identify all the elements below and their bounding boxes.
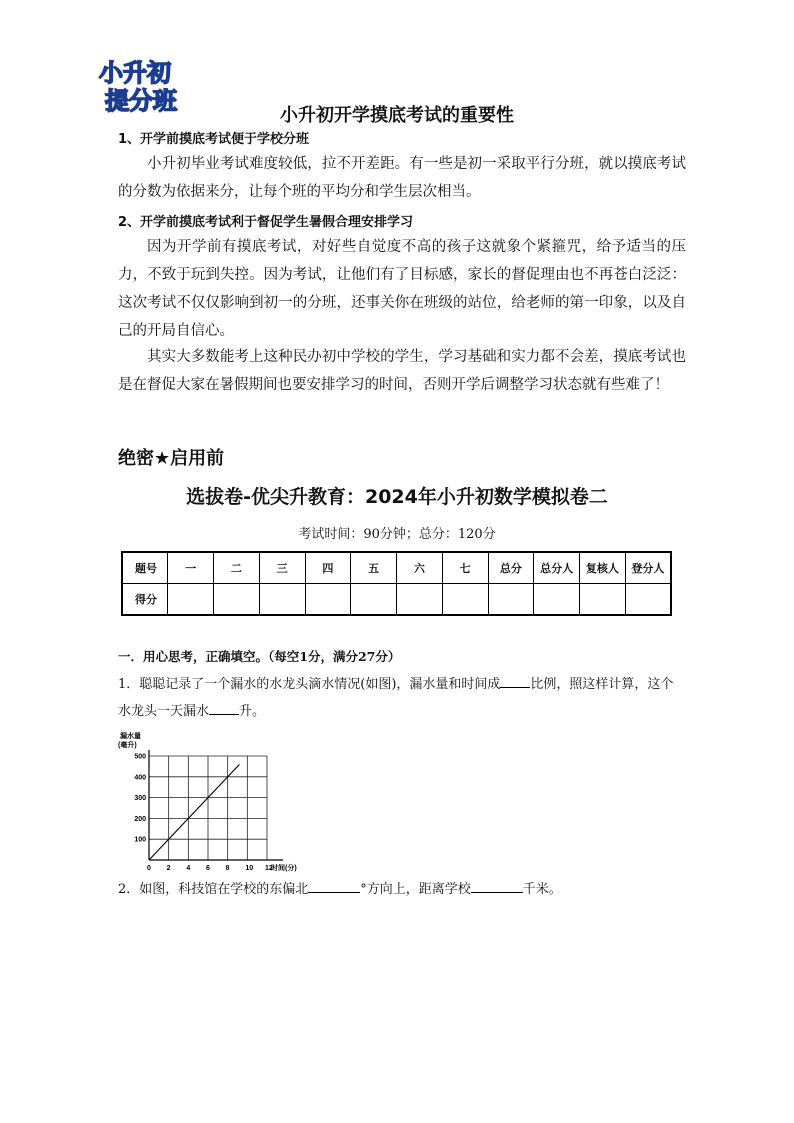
x-tick-label: 12 [265,865,273,872]
header-cell: 一 [168,552,214,584]
score-row-label: 得分 [122,584,168,616]
header-cell: 四 [305,552,351,584]
score-cell[interactable] [580,584,626,616]
x-tick-label: 10 [245,865,254,872]
x-tick-label: 6 [206,865,210,872]
chart-ylabel-line2: (毫升) [118,742,137,749]
chart-series [149,764,239,860]
question-2 [118,878,562,897]
q1-blank-1[interactable] [500,674,530,688]
q1-text-a: 1．聪聪记录了一个漏水的水龙头滴水情况(如图)，漏水量和时间成 [118,677,501,692]
x-tick-label: 8 [225,865,230,872]
q1-text-c: 升。 [239,704,266,719]
series-line [149,764,239,860]
score-table-score-row [122,584,671,616]
score-cell[interactable] [534,584,580,616]
header-cell: 六 [397,552,443,584]
section1-text: 小升初毕业考试难度较低，拉不开差距。有一些是初一采取平行分班，就以摸底考试的分数为依据来分，让每个班的平均分和学生层次相当。 [118,156,686,200]
q2-text-c: 千米。 [522,882,562,897]
leak-chart [118,728,328,874]
q2-text-a: 2．如图，科技馆在学校的东偏北 [118,882,309,897]
score-table [121,551,672,616]
score-cell[interactable] [259,584,305,616]
section1-heading: 1、开学前摸底考试便于学校分班 [118,132,310,147]
question-1 [118,671,686,725]
y-tick-label: 300 [134,795,146,803]
q2-blank-1[interactable] [308,879,360,893]
chart-xlabel: 时间(分) [271,865,297,872]
header-cell: 三 [259,552,305,584]
header-cell: 复核人 [580,552,626,584]
q2-text-b: °方向上，距离学校 [360,882,471,897]
q1-text-b: 比例，照这样计算，这个水龙头一天漏水 [118,677,674,719]
part1-heading: 一．用心思考，正确填空。（每空1分，满分27分） [118,649,401,664]
section2-text: 因为开学前有摸底考试，对好些自觉度不高的孩子这就象个紧箍咒，给予适当的压力，不致于玩到失控。因为考试，让他们有了目标感，家长的督促理由也不再苍白泛泛：这次考试不仅仅影响到初一的分班，还事关你在班级的站位，给老师的第一印象，以及自己的开局自信心。 [118,239,686,339]
confidential-label: 绝密★启用前 [118,448,225,469]
q2-blank-2[interactable] [471,879,523,893]
score-cell[interactable] [397,584,443,616]
header-cell: 题号 [122,552,168,584]
score-table-header-row [122,552,671,584]
section2-heading: 2、开学前摸底考试利于督促学生暑假合理安排学习 [118,215,414,230]
header-cell: 登分人 [625,552,671,584]
x-tick-label: 2 [166,865,171,872]
section2-text2: 其实大多数能考上这种民办初中学校的学生，学习基础和实力都不会差，摸底考试也是在督促大家在暑假期间也要安排学习的时间，否则开学后调整学习状态就有些难了！ [118,349,686,393]
exam-title: 选拔卷-优尖升教育：2024年小升初数学模拟卷二 [186,486,608,508]
x-tick-label: 0 [147,865,151,872]
header-cell: 七 [442,552,488,584]
logo-line1: 小升初 [99,60,171,87]
q1-blank-2[interactable] [209,701,239,715]
logo-line2: 提分班 [105,88,177,115]
score-cell[interactable] [214,584,260,616]
y-tick-label: 200 [134,815,146,823]
score-cell[interactable] [442,584,488,616]
score-cell[interactable] [168,584,214,616]
header-cell: 二 [214,552,260,584]
header-cell: 总分 [488,552,534,584]
chart-axes [149,750,283,860]
score-cell[interactable] [305,584,351,616]
header-cell: 五 [351,552,397,584]
y-tick-label: 400 [134,774,146,782]
exam-info: 考试时间：90分钟；总分：120分 [298,527,496,542]
score-cell[interactable] [488,584,534,616]
chart-grid [149,756,267,860]
x-tick-label: 4 [186,865,191,872]
y-tick-label: 500 [134,753,146,761]
header-cell: 总分人 [534,552,580,584]
chart-ylabel-line1: 漏水量 [120,733,141,740]
score-cell[interactable] [625,584,671,616]
score-cell[interactable] [351,584,397,616]
y-tick-label: 100 [134,836,146,844]
intro-title: 小升初开学摸底考试的重要性 [280,105,514,126]
